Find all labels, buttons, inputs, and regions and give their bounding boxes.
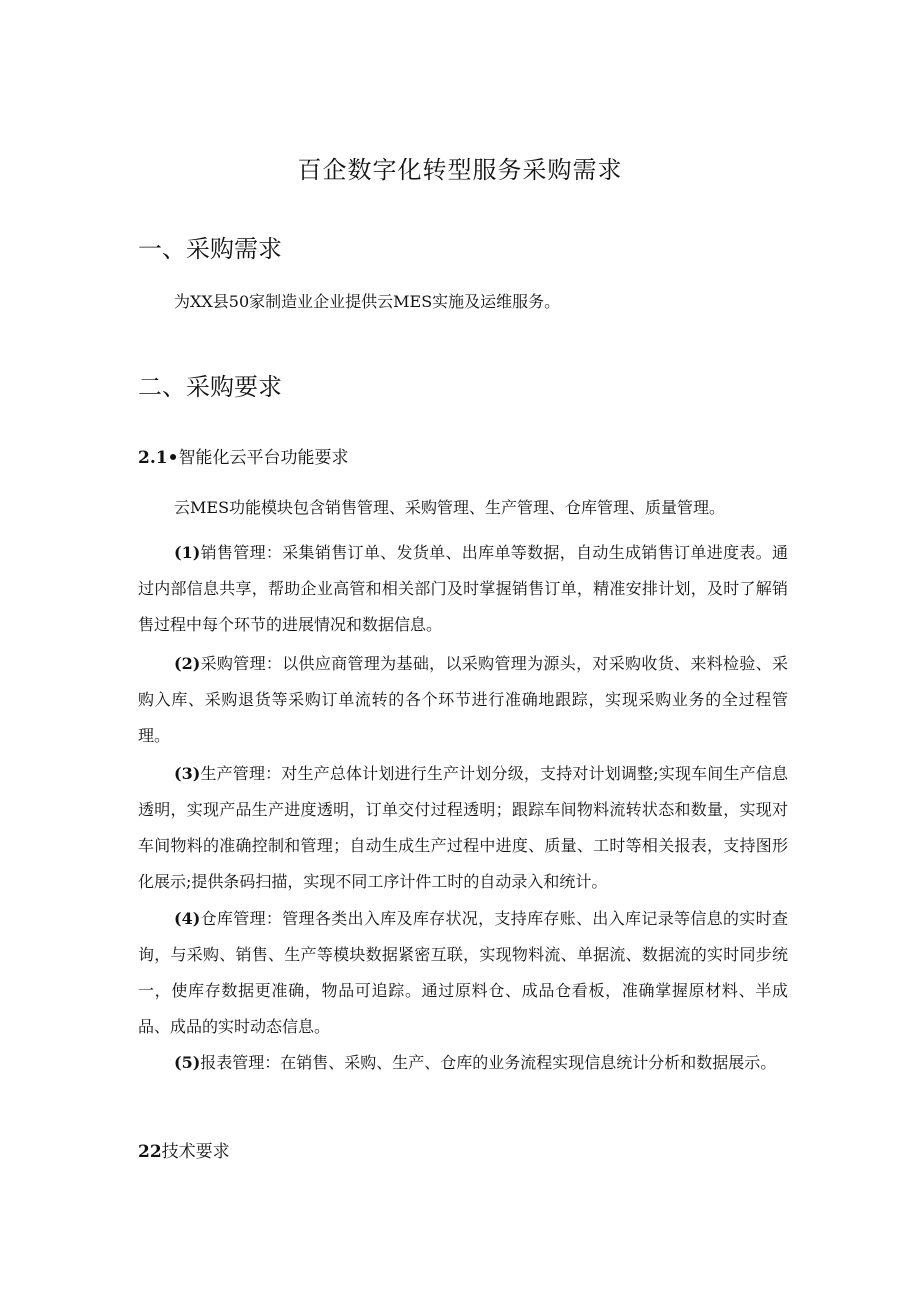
list-item-sales [138,535,788,643]
subsection-title: 技术要求 [161,1142,230,1162]
list-item-reports [138,1045,788,1081]
list-item-text: 仓库管理：管理各类出入库及库存状况，支持库存账、出入库记录等信息的实时查询，与采购、销售、生产等模块数据紧密互联，实现物料流、单据流、数据流的实时同步统一，使库存数据更准确，物品可追踪。通过原料仓、成品仓看板，准确掌握原材料、半成品、成品的实时动态信息。 [138,909,788,1036]
subsection-number: 22 [138,1142,162,1162]
list-item-production [138,756,788,900]
list-item-text: 报表管理：在销售、采购、生产、仓库的业务流程实现信息统计分析和数据展示。 [200,1053,777,1072]
list-item-number: (1) [174,543,201,562]
section-body-procurement-needs: 为XX县50家制造业企业提供云MES实施及运维服务。 [174,292,561,311]
subsection-heading-platform [138,443,348,468]
subsection-title: 智能化云平台功能要求 [178,448,349,468]
list-item-number: (5) [174,1053,201,1072]
list-item-warehouse [138,901,788,1045]
list-item-text: 采购管理：以供应商管理为基础，以采购管理为源头，对采购收货、来料检验、采购入库、采购退货等采购订单流转的各个环节进行准确地跟踪，实现采购业务的全过程管理。 [138,654,788,745]
section-heading-procurement-needs: 一、采购需求 [138,235,282,263]
document-title: 百企数字化转型服务采购需求 [297,156,623,184]
list-item-purchasing [138,646,788,754]
list-item-number: (2) [174,654,201,673]
list-item-number: (3) [174,764,201,783]
platform-intro: 云MES功能模块包含销售管理、采购管理、生产管理、仓库管理、质量管理。 [174,498,726,517]
subsection-heading-technical [138,1137,230,1162]
list-item-text: 生产管理：对生产总体计划进行生产计划分级，支持对计划调整;实现车间生产信息透明，实现产品生产进度透明，订单交付过程透明；跟踪车间物料流转状态和数量，实现对车间物料的准确控制和管理；自动生成生产过程中进度、质量、工时等相关报表，支持图形化展示;提供条码扫描，实现不同工序计件工时的自动录入和统计。 [138,764,788,891]
section-heading-procurement-requirements: 二、采购要求 [138,373,282,401]
subsection-number: 2.1• [138,448,179,468]
list-item-text: 销售管理：采集销售订单、发货单、出库单等数据，自动生成销售订单进度表。通过内部信息共享，帮助企业高管和相关部门及时掌握销售订单，精准安排计划，及时了解销售过程中每个环节的进展情况和数据信息。 [138,543,788,634]
list-item-number: (4) [174,909,201,928]
